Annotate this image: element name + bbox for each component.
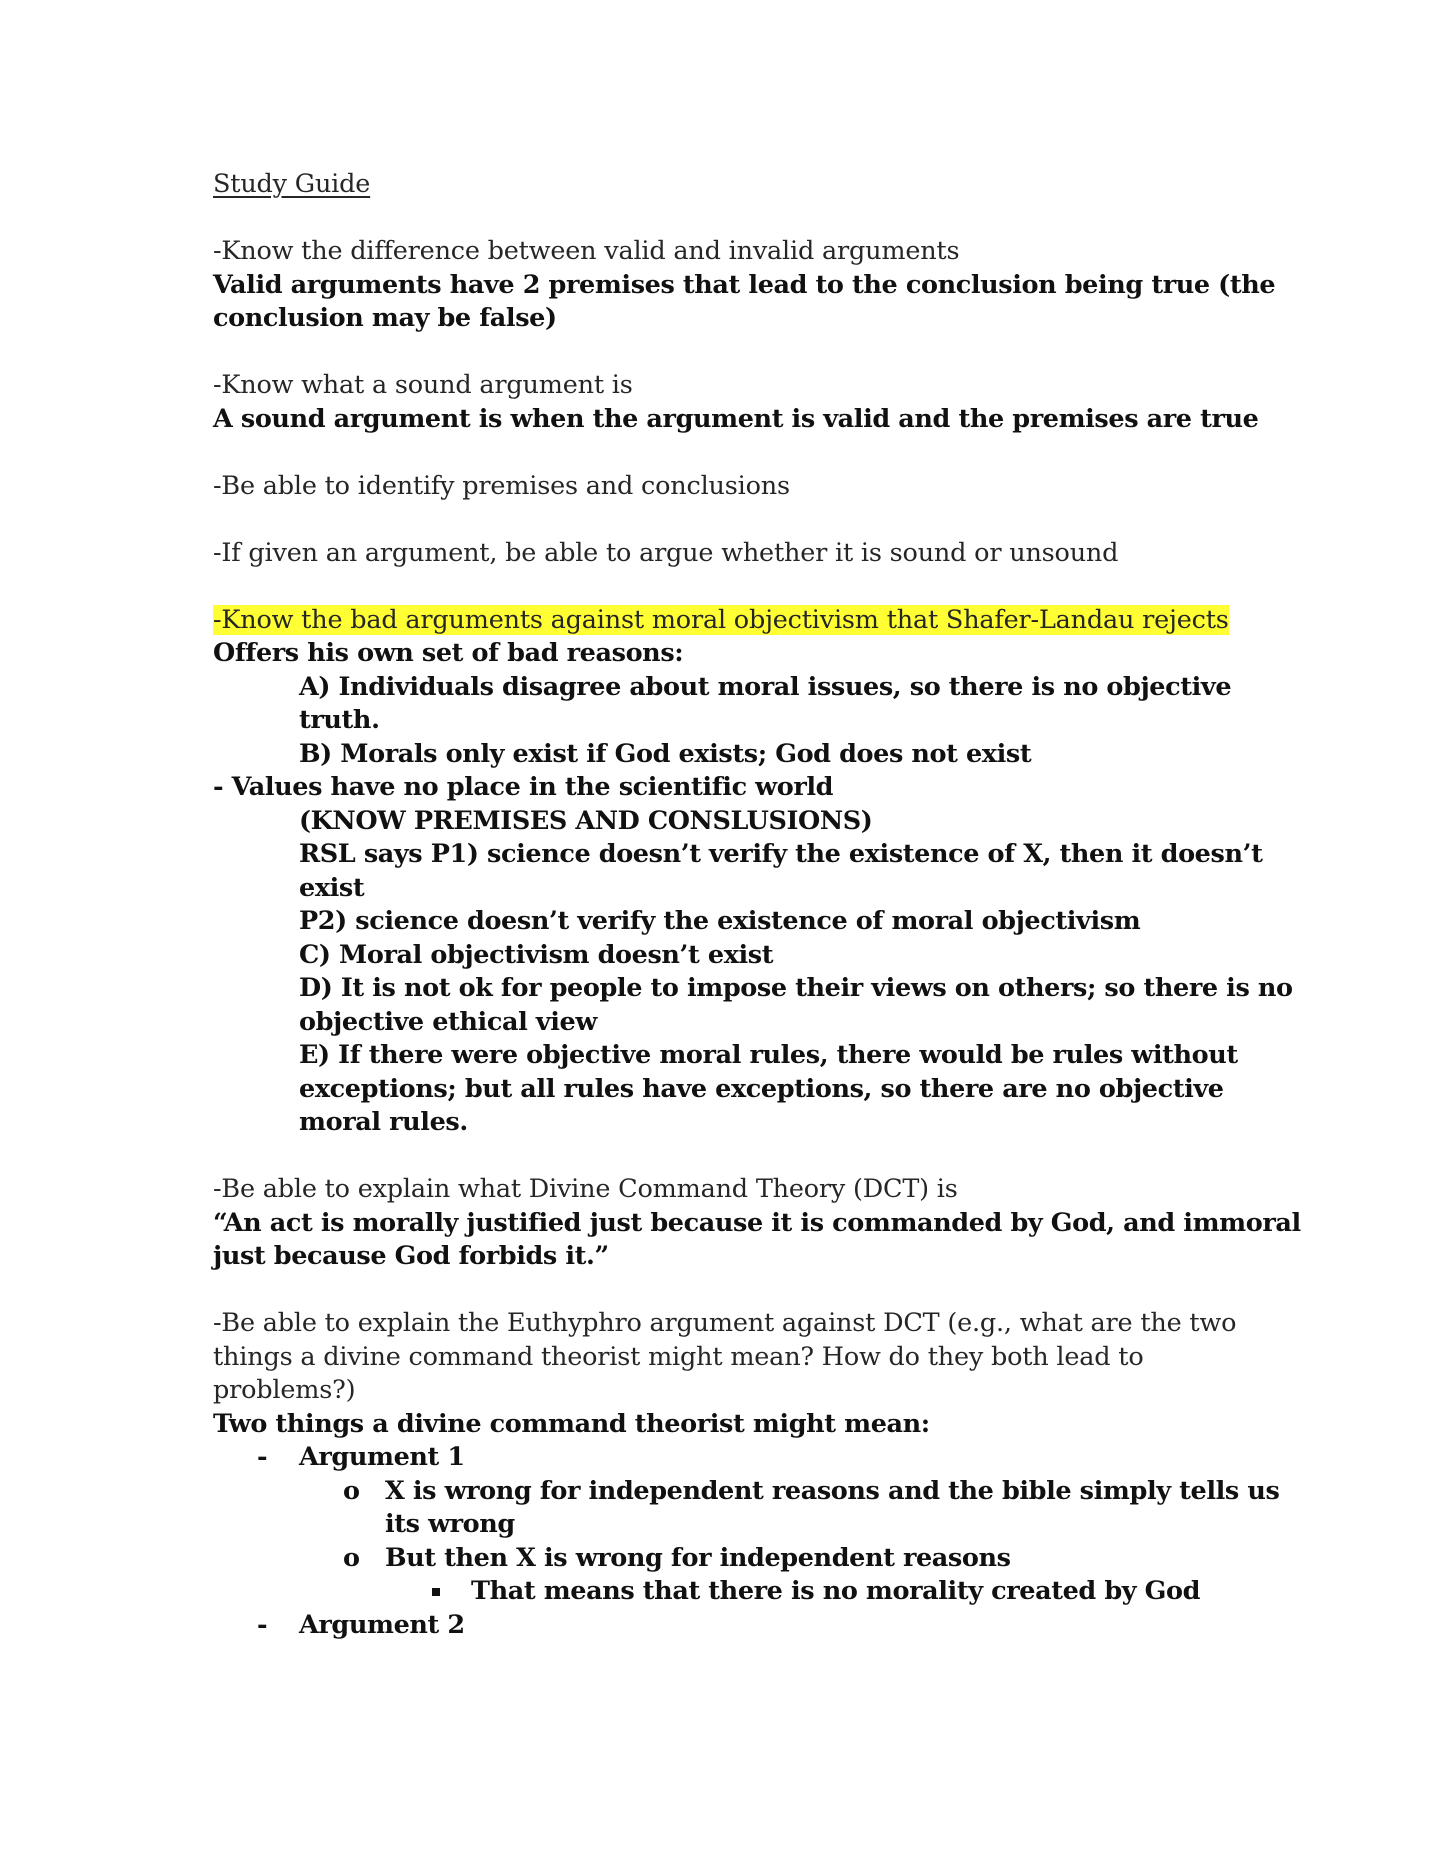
euthyphro-prompt-line-2: things a divine command theorist might mean? How do they both lead to — [213, 1341, 1144, 1372]
reason-e-line-1: E) If there were objective moral rules, there would be rules without — [299, 1040, 1238, 1070]
list-item — [213, 1609, 1253, 1643]
know-premises-note: (KNOW PREMISES AND CONSLUSIONS) — [299, 805, 873, 836]
reason-e-line-3: moral rules. — [299, 1107, 468, 1137]
argument-2-label: Argument 2 — [299, 1609, 465, 1640]
argument-1-subpoint: That means that there is no morality created by God — [471, 1576, 1201, 1606]
highlighted-text: -Know the bad arguments against moral objectivism that Shafer-Landau rejects — [213, 604, 1229, 635]
reason-a-line-2: truth. — [299, 705, 380, 735]
premise-1-line-1: RSL says P1) science doesn’t verify the existence of X, then it doesn’t — [299, 839, 1263, 869]
argument-1-point-1-line-2: its wrong — [385, 1509, 515, 1539]
dash-bullet: - — [257, 1442, 268, 1472]
document-page — [213, 168, 1301, 1642]
euthyphro-prompt-line-3: problems?) — [213, 1375, 356, 1405]
sound-argument-prompt: -Know what a sound argument is — [213, 370, 633, 400]
list-item — [213, 1475, 1280, 1509]
page-title — [213, 168, 1253, 202]
reason-a-line-1: A) Individuals disagree about moral issues, so there is no objective — [299, 671, 1232, 702]
spacer — [213, 570, 1253, 604]
list-item — [213, 1575, 1253, 1609]
values-heading: - Values have no place in the scientific world — [213, 772, 834, 802]
sound-argument-answer: A sound argument is when the argument is valid and the premises are true — [213, 403, 1259, 434]
argument-1-label: Argument 1 — [299, 1442, 465, 1472]
circle-bullet: o — [343, 1542, 360, 1573]
spacer — [213, 336, 1253, 370]
list-item — [213, 1542, 1253, 1576]
square-bullet-icon — [432, 1588, 440, 1596]
reason-d-line-2: objective ethical view — [299, 1006, 597, 1037]
spacer — [213, 503, 1253, 537]
valid-arguments-answer-line-1: Valid arguments have 2 premises that lead to the conclusion being true (the — [213, 269, 1276, 300]
argument-1-point-1-line-1: X is wrong for independent reasons and the bible simply tells us — [385, 1475, 1280, 1506]
valid-arguments-answer-line-2: conclusion may be false) — [213, 303, 557, 333]
two-things-intro: Two things a divine command theorist might mean: — [213, 1408, 930, 1439]
spacer — [213, 1274, 1253, 1308]
reason-e-line-2: exceptions; but all rules have exceptions, so there are no objective — [299, 1073, 1224, 1104]
dct-prompt: -Be able to explain what Divine Command Theory (DCT) is — [213, 1174, 958, 1204]
premise-1-line-2: exist — [299, 872, 365, 903]
premises-prompt: -Be able to identify premises and conclusions — [213, 470, 790, 501]
spacer — [213, 1140, 1253, 1174]
reason-d-line-1: D) It is not ok for people to impose their views on others; so there is no — [299, 973, 1293, 1003]
euthyphro-prompt-line-1: -Be able to explain the Euthyphro argument against DCT (e.g., what are the two — [213, 1308, 1237, 1338]
bad-reasons-intro: Offers his own set of bad reasons: — [213, 638, 684, 668]
argument-1-point-2: But then X is wrong for independent reasons — [385, 1542, 1011, 1573]
list-item — [213, 1441, 1253, 1475]
title-text: Study Guide — [213, 169, 371, 199]
spacer — [213, 436, 1253, 470]
dct-answer-line-1: “An act is morally justified just because it is commanded by God, and immoral — [213, 1207, 1301, 1238]
conclusion-c: C) Moral objectivism doesn’t exist — [299, 939, 774, 970]
circle-bullet: o — [343, 1475, 360, 1506]
dash-bullet: - — [257, 1609, 268, 1640]
dct-answer-line-2: just because God forbids it.” — [213, 1241, 609, 1271]
valid-arguments-prompt: -Know the difference between valid and invalid arguments — [213, 236, 960, 266]
bad-arguments-prompt — [213, 604, 1253, 638]
sound-unsound-prompt: -If given an argument, be able to argue whether it is sound or unsound — [213, 537, 1119, 568]
spacer — [213, 202, 1253, 236]
premise-2: P2) science doesn’t verify the existence of moral objectivism — [299, 906, 1141, 936]
reason-b: B) Morals only exist if God exists; God does not exist — [299, 738, 1032, 769]
